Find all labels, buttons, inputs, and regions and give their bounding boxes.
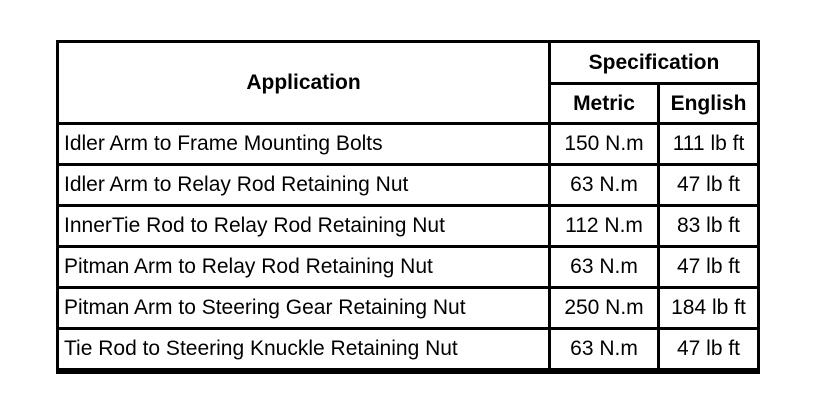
table-row-metric: 150 N.m <box>551 125 657 163</box>
table-row-english: 111 lb ft <box>660 125 757 163</box>
table-row-metric: 112 N.m <box>551 207 657 245</box>
metric-column-header: Metric <box>551 85 657 122</box>
table-row-application: Idler Arm to Relay Rod Retaining Nut <box>59 166 548 204</box>
table-row-english: 83 lb ft <box>660 207 757 245</box>
application-column-header: Application <box>59 43 548 122</box>
table-row-application: Idler Arm to Frame Mounting Bolts <box>59 125 548 163</box>
table-row-english: 47 lb ft <box>660 248 757 286</box>
specification-column-header: Specification <box>551 43 757 82</box>
table-row-application: Tie Rod to Steering Knuckle Retaining Nut <box>59 330 548 368</box>
table-row-metric: 63 N.m <box>551 166 657 204</box>
table-row-english: 47 lb ft <box>660 166 757 204</box>
table-row-english: 184 lb ft <box>660 289 757 327</box>
table-row-metric: 63 N.m <box>551 330 657 368</box>
table-row-application: Pitman Arm to Relay Rod Retaining Nut <box>59 248 548 286</box>
english-column-header: English <box>660 85 757 122</box>
table-row-application: Pitman Arm to Steering Gear Retaining Nut <box>59 289 548 327</box>
table-row-application: InnerTie Rod to Relay Rod Retaining Nut <box>59 207 548 245</box>
torque-specification-table <box>56 40 760 374</box>
table-row-metric: 250 N.m <box>551 289 657 327</box>
table-row-english: 47 lb ft <box>660 330 757 368</box>
table-row-metric: 63 N.m <box>551 248 657 286</box>
